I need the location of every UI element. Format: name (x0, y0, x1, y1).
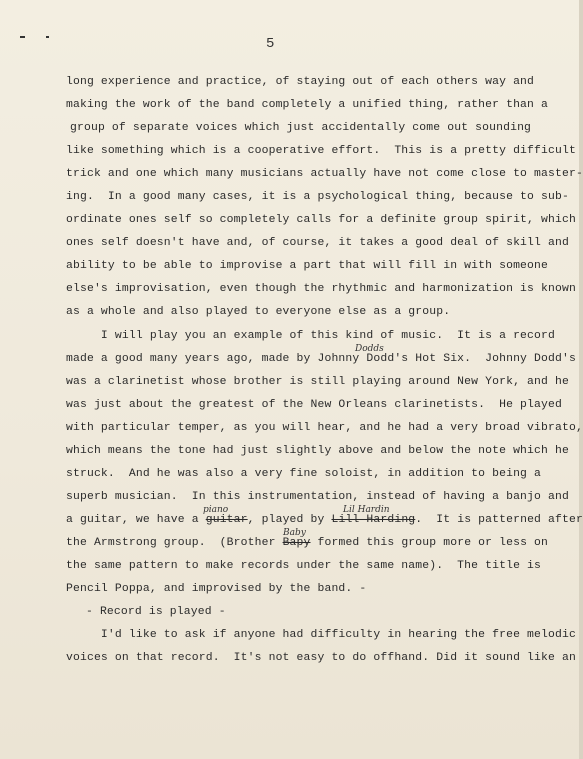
text-line: was just about the greatest of the New Orleans clarinetists. He played (66, 399, 562, 411)
margin-mark (20, 36, 25, 38)
struck-word: guitar (205, 514, 248, 526)
text-line-with-corrections (66, 537, 548, 549)
text-fragment: , played by (247, 514, 332, 526)
text-line: which means the tone had just slightly above and below the note which he (66, 445, 569, 457)
text-line: Pencil Poppa, and improvised by the band. - (66, 583, 367, 595)
text-line: ordinate ones self so completely calls for a definite group spirit, which (66, 214, 576, 226)
handwritten-correction: piano (203, 505, 229, 515)
text-line: making the work of the band completely a unified thing, rather than a (66, 99, 548, 111)
struck-name: Lill Harding (331, 514, 416, 526)
handwritten-correction: Lil Hardin (343, 505, 390, 515)
text-fragment: formed this group more or less on (310, 537, 549, 549)
handwritten-correction: Baby (283, 528, 306, 538)
text-line: as a whole and also played to everyone else as a group. (66, 306, 451, 318)
text-line: else's improvisation, even though the rhythmic and harmonization is known (66, 283, 576, 295)
text-line: superb musician. In this instrumentation, instead of having a banjo and (66, 491, 569, 503)
text-line: the same pattern to make records under the same name). The title is (66, 560, 542, 572)
text-line: ability to be able to improvise a part that will fill in with someone (66, 260, 548, 272)
text-line: ing. In a good many cases, it is a psychological thing, because to sub- (66, 191, 569, 203)
margin-mark (46, 36, 49, 38)
text-line: long experience and practice, of staying out of each others way and (66, 76, 535, 88)
page-number: 5 (266, 36, 275, 52)
text-line: with particular temper, as you will hear, and he had a very broad vibrato, (66, 422, 583, 434)
page-edge (579, 0, 583, 759)
text-fragment: . It is patterned after (415, 514, 583, 526)
text-line-with-corrections (66, 514, 583, 526)
text-line: group of separate voices which just accidentally come out sounding (70, 122, 532, 134)
text-line: ones self doesn't have and, of course, it takes a good deal of skill and (66, 237, 569, 249)
text-line: - Record is played - (72, 606, 226, 618)
text-line: I'd like to ask if anyone had difficulty in hearing the free melodic (66, 629, 576, 641)
struck-word: Bapy (282, 537, 311, 549)
text-line: was a clarinetist whose brother is still playing around New York, and he (66, 376, 569, 388)
text-line: trick and one which many musicians actually have not come close to master- (66, 168, 583, 180)
text-line: made a good many years ago, made by Johnny Dodd's Hot Six. Johnny Dodd's (66, 353, 576, 365)
text-fragment: a guitar, we have a (66, 514, 206, 526)
text-line: like something which is a cooperative effort. This is a pretty difficult (66, 145, 576, 157)
text-line: voices on that record. It's not easy to do offhand. Did it sound like an (66, 652, 576, 664)
handwritten-correction: Dodds (355, 344, 384, 354)
text-fragment: the Armstrong group. (Brother (66, 537, 283, 549)
text-line: struck. And he was also a very fine soloist, in addition to being a (66, 468, 542, 480)
text-line: I will play you an example of this kind of music. It is a record (66, 330, 555, 342)
